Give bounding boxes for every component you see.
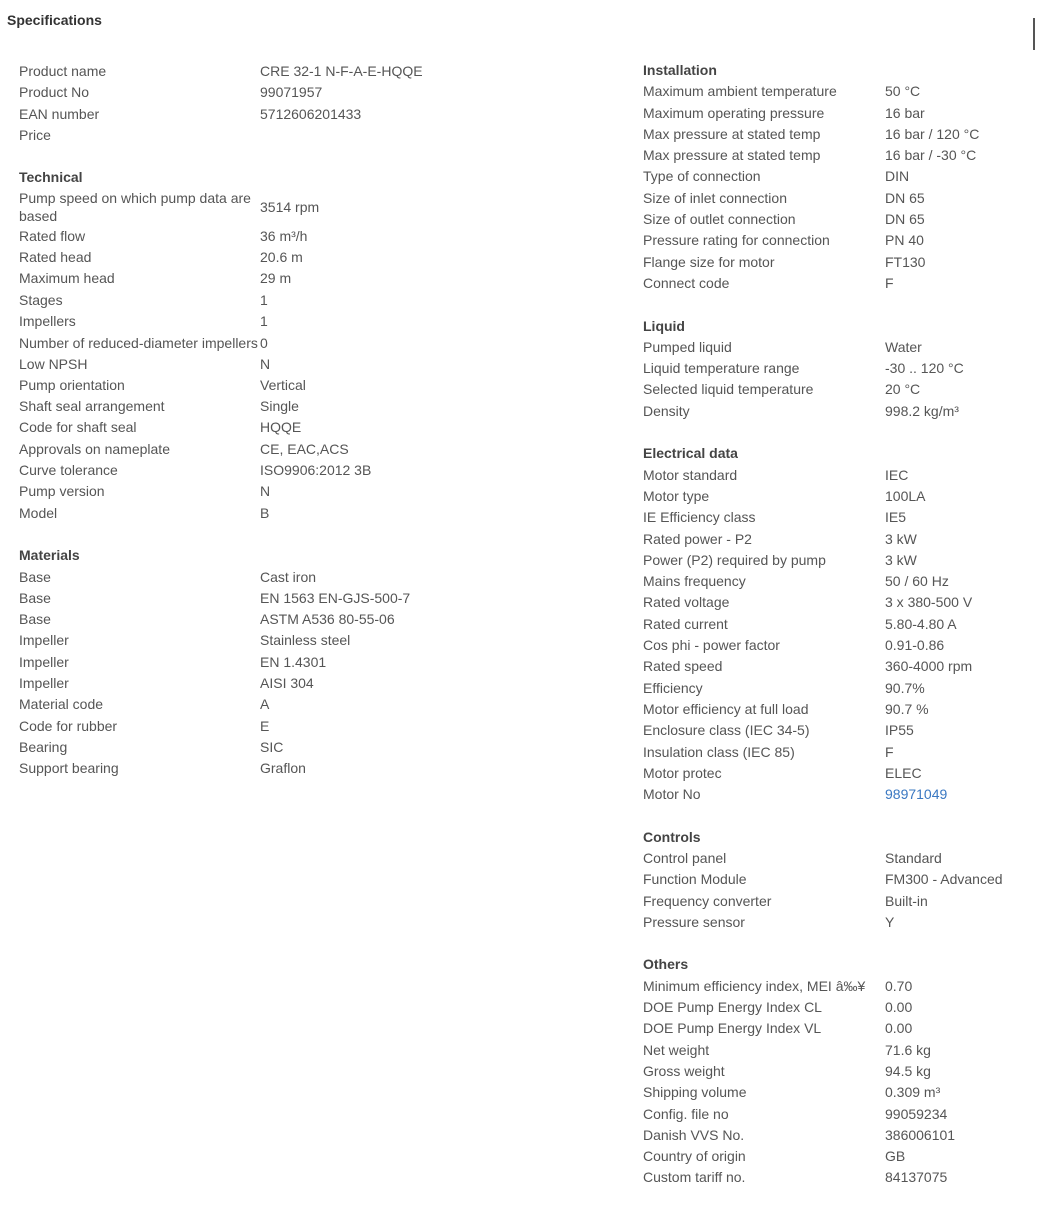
spec-value: 16 bar / -30 °C — [885, 147, 977, 164]
spec-label: Max pressure at stated temp — [643, 125, 821, 142]
spec-label: Rated current — [643, 615, 728, 632]
spec-value: 20.6 m — [260, 249, 303, 266]
spec-label: Insulation class (IEC 85) — [643, 743, 795, 760]
liquid-section — [643, 316, 1033, 422]
spec-label: Motor protec — [643, 764, 722, 781]
section-title: Controls — [643, 828, 701, 845]
spec-value: Built-in — [885, 892, 928, 909]
spec-row — [19, 61, 449, 82]
spec-label: Price — [19, 126, 51, 143]
spec-value: -30 .. 120 °C — [885, 360, 964, 377]
spec-row — [643, 230, 1033, 251]
spec-label: Country of origin — [643, 1148, 746, 1165]
spec-row — [19, 481, 449, 502]
spec-value: 90.7 % — [885, 700, 929, 717]
spec-label: Code for rubber — [19, 717, 118, 734]
spec-label: Gross weight — [643, 1062, 725, 1079]
spec-row — [643, 1040, 1033, 1061]
spec-row — [19, 758, 449, 779]
spec-label: Enclosure class (IEC 34-5) — [643, 722, 810, 739]
spec-value: 16 bar / 120 °C — [885, 125, 980, 142]
spec-row — [19, 460, 449, 481]
spec-value: Graflon — [260, 760, 306, 777]
spec-label: Rated flow — [19, 227, 86, 244]
spec-label: Pressure rating for connection — [643, 232, 830, 249]
spec-value: 360-4000 rpm — [885, 658, 973, 675]
spec-label: Custom tariff no. — [643, 1169, 746, 1186]
spec-label: Curve tolerance — [19, 462, 118, 479]
spec-label: Control panel — [643, 849, 727, 866]
electrical-section — [643, 443, 1033, 805]
spec-row — [19, 737, 449, 758]
spec-value: HQQE — [260, 419, 302, 436]
spec-row — [19, 290, 449, 311]
spec-label: Mains frequency — [643, 573, 746, 590]
spec-label: Rated head — [19, 249, 92, 266]
spec-label: Impellers — [19, 312, 76, 329]
spec-row — [643, 592, 1033, 613]
spec-label: Selected liquid temperature — [643, 381, 814, 398]
spec-row — [643, 742, 1033, 763]
spec-row — [643, 1167, 1033, 1188]
scrollbar-thumb[interactable] — [1033, 18, 1035, 50]
spec-label: Model — [19, 504, 58, 521]
spec-label: Rated speed — [643, 658, 723, 675]
spec-row — [643, 358, 1033, 379]
spec-value: 386006101 — [885, 1126, 956, 1143]
spec-row — [643, 678, 1033, 699]
spec-value: Cast iron — [260, 568, 317, 585]
spec-value: 100LA — [885, 487, 926, 504]
spec-label: DOE Pump Energy Index CL — [643, 999, 822, 1016]
spec-value: 3 x 380-500 V — [885, 594, 973, 611]
spec-value: 84137075 — [885, 1169, 948, 1186]
general-section — [19, 61, 449, 146]
spec-value: AISI 304 — [260, 675, 314, 692]
spec-row — [643, 1082, 1033, 1103]
spec-value: DN 65 — [885, 189, 925, 206]
spec-value: 50 / 60 Hz — [885, 573, 949, 590]
spec-value: 3514 rpm — [260, 199, 320, 216]
spec-value: 1 — [260, 291, 268, 308]
spec-row — [643, 784, 1033, 805]
spec-row — [643, 507, 1033, 528]
spec-label: Rated power - P2 — [643, 530, 752, 547]
spec-row — [643, 401, 1033, 422]
spec-row — [19, 375, 449, 396]
spec-label: Danish VVS No. — [643, 1126, 745, 1143]
spec-value: A — [260, 696, 270, 713]
spec-row — [643, 614, 1033, 635]
spec-label: Bearing — [19, 738, 68, 755]
spec-label: Function Module — [643, 871, 747, 888]
spec-label: Pressure sensor — [643, 913, 745, 930]
spec-label: Base — [19, 611, 51, 628]
spec-row — [643, 550, 1033, 571]
spec-value: 0.70 — [885, 977, 913, 994]
spec-value: DN 65 — [885, 211, 925, 228]
spec-label: Product name — [19, 63, 107, 79]
spec-row — [19, 439, 449, 460]
spec-value: 0.91-0.86 — [885, 637, 945, 654]
spec-label: Power (P2) required by pump — [643, 551, 826, 568]
spec-label: Motor standard — [643, 466, 738, 483]
spec-row — [19, 716, 449, 737]
spec-value: SIC — [260, 738, 284, 755]
spec-label: Product No — [19, 84, 90, 101]
spec-label: Rated voltage — [643, 594, 730, 611]
spec-label: Approvals on nameplate — [19, 440, 170, 457]
spec-label: Density — [643, 402, 690, 419]
spec-label: Motor efficiency at full load — [643, 700, 809, 717]
spec-value: Stainless steel — [260, 632, 351, 649]
spec-value: 90.7% — [885, 679, 925, 696]
spec-value: PN 40 — [885, 232, 924, 249]
spec-row — [19, 503, 449, 524]
spec-row — [643, 465, 1033, 486]
spec-value: CRE 32-1 N-F-A-E-HQQE — [260, 63, 423, 79]
spec-value: 0.00 — [885, 999, 913, 1016]
spec-value: 1 — [260, 312, 268, 329]
others-section — [643, 954, 1033, 1188]
spec-row — [19, 673, 449, 694]
spec-label: Flange size for motor — [643, 253, 775, 270]
spec-row — [643, 188, 1033, 209]
installation-section — [643, 60, 1033, 294]
spec-row — [643, 273, 1033, 294]
spec-label: Number of reduced-diameter impellers — [19, 334, 258, 351]
spec-row — [19, 354, 449, 375]
spec-label: EAN number — [19, 105, 100, 122]
spec-label: Pump orientation — [19, 376, 125, 393]
spec-value: Vertical — [260, 376, 306, 393]
spec-row — [19, 652, 449, 673]
spec-row — [19, 332, 449, 353]
spec-label: Size of outlet connection — [643, 211, 796, 228]
spec-label: Impeller — [19, 632, 69, 649]
spec-value: Y — [885, 913, 895, 930]
spec-value: GB — [885, 1148, 906, 1165]
spec-value: DIN — [885, 168, 910, 185]
spec-label: Maximum ambient temperature — [643, 83, 837, 100]
spec-label: Base — [19, 568, 51, 585]
spec-label: Shaft seal arrangement — [19, 398, 165, 415]
spec-value: 3 kW — [885, 551, 917, 568]
spec-row — [19, 268, 449, 289]
spec-row — [643, 912, 1033, 933]
spec-row — [643, 166, 1033, 187]
spec-row — [643, 976, 1033, 997]
spec-row — [643, 209, 1033, 230]
spec-label: Net weight — [643, 1041, 710, 1058]
spec-value: F — [885, 274, 894, 291]
spec-value: F — [885, 743, 894, 760]
technical-section — [19, 167, 449, 523]
spec-value: 99059234 — [885, 1105, 948, 1122]
spec-label: Connect code — [643, 274, 730, 291]
spec-row — [643, 81, 1033, 102]
spec-value: E — [260, 717, 270, 734]
spec-row — [19, 609, 449, 630]
spec-row — [19, 82, 449, 103]
spec-row — [643, 656, 1033, 677]
spec-label: Config. file no — [643, 1105, 729, 1122]
spec-label: Type of connection — [643, 168, 761, 185]
spec-row — [643, 997, 1033, 1018]
section-title: Installation — [643, 62, 717, 78]
spec-row — [19, 247, 449, 268]
spec-value: 5712606201433 — [260, 105, 362, 122]
spec-label: Motor No — [643, 786, 701, 803]
spec-value: 5.80-4.80 A — [885, 615, 957, 632]
spec-row — [643, 763, 1033, 784]
spec-row — [643, 1061, 1033, 1082]
spec-label: Impeller — [19, 653, 69, 670]
spec-label: Stages — [19, 291, 63, 308]
spec-label: Pumped liquid — [643, 338, 732, 355]
spec-row — [643, 571, 1033, 592]
spec-label: Maximum operating pressure — [643, 104, 825, 121]
spec-value: FM300 - Advanced — [885, 871, 1003, 888]
spec-row — [19, 588, 449, 609]
spec-label: Motor type — [643, 487, 710, 504]
spec-value: Standard — [885, 849, 942, 866]
section-title: Liquid — [643, 317, 685, 334]
left-column — [19, 61, 449, 801]
motor-number-link[interactable]: 98971049 — [885, 786, 948, 803]
spec-row — [19, 125, 449, 146]
spec-value: 36 m³/h — [260, 227, 308, 244]
spec-row — [643, 848, 1033, 869]
spec-row — [643, 145, 1033, 166]
spec-label: Maximum head — [19, 270, 115, 287]
spec-row — [19, 694, 449, 715]
spec-label: Minimum efficiency index, MEI â‰¥ — [643, 977, 866, 994]
spec-row — [19, 189, 449, 226]
spec-row — [643, 699, 1033, 720]
spec-label: Code for shaft seal — [19, 419, 137, 436]
spec-row — [643, 379, 1033, 400]
spec-value: N — [260, 355, 271, 372]
spec-value: EN 1.4301 — [260, 653, 327, 670]
spec-value: 50 °C — [885, 83, 921, 100]
spec-row — [643, 1104, 1033, 1125]
spec-value: IE5 — [885, 509, 907, 526]
spec-value: Water — [885, 338, 922, 355]
spec-value: 29 m — [260, 270, 292, 287]
materials-section — [19, 545, 449, 779]
section-title: Others — [643, 956, 689, 973]
spec-row — [643, 529, 1033, 550]
spec-value: 3 kW — [885, 530, 917, 547]
spec-row — [643, 1125, 1033, 1146]
spec-label: Liquid temperature range — [643, 360, 800, 377]
spec-value: FT130 — [885, 253, 926, 270]
spec-value: 998.2 kg/m³ — [885, 402, 959, 419]
spec-label: Pump speed on which pump data are based — [19, 189, 251, 225]
spec-row — [643, 103, 1033, 124]
page-title: Specifications — [7, 12, 102, 28]
section-title: Materials — [19, 547, 80, 564]
spec-value: 0.309 m³ — [885, 1084, 941, 1101]
spec-label: Max pressure at stated temp — [643, 147, 821, 164]
spec-row — [643, 1146, 1033, 1167]
spec-label: Size of inlet connection — [643, 189, 787, 206]
spec-value: 0.00 — [885, 1020, 913, 1037]
spec-value: IEC — [885, 466, 909, 483]
spec-row — [19, 567, 449, 588]
spec-value: Single — [260, 398, 299, 415]
spec-row — [19, 104, 449, 125]
controls-section — [643, 827, 1033, 933]
spec-value: EN 1563 EN-GJS-500-7 — [260, 589, 411, 606]
spec-row — [643, 635, 1033, 656]
spec-value: 0 — [260, 334, 268, 351]
spec-value: IP55 — [885, 722, 914, 739]
spec-row — [19, 630, 449, 651]
spec-row — [643, 124, 1033, 145]
spec-row — [643, 337, 1033, 358]
spec-value: 20 °C — [885, 381, 921, 398]
spec-row — [19, 417, 449, 438]
spec-label: Base — [19, 589, 51, 606]
spec-row — [19, 311, 449, 332]
spec-value: CE, EAC,ACS — [260, 440, 349, 457]
spec-label: Shipping volume — [643, 1084, 747, 1101]
spec-label: Frequency converter — [643, 892, 772, 909]
spec-label: Pump version — [19, 483, 105, 500]
spec-value: 71.6 kg — [885, 1041, 931, 1058]
spec-label: IE Efficiency class — [643, 509, 756, 526]
spec-value: N — [260, 483, 271, 500]
spec-row — [643, 252, 1033, 273]
spec-row — [643, 1018, 1033, 1039]
spec-value: 94.5 kg — [885, 1062, 931, 1079]
spec-row — [19, 396, 449, 417]
section-title: Electrical data — [643, 445, 738, 462]
spec-row — [19, 226, 449, 247]
spec-row — [643, 720, 1033, 741]
spec-label: Cos phi - power factor — [643, 637, 780, 654]
spec-row — [643, 891, 1033, 912]
spec-value: 99071957 — [260, 84, 323, 101]
spec-label: Impeller — [19, 675, 69, 692]
spec-label: Efficiency — [643, 679, 703, 696]
right-column — [643, 60, 1033, 1210]
spec-label: Support bearing — [19, 760, 119, 777]
spec-row — [643, 486, 1033, 507]
spec-label: Low NPSH — [19, 355, 88, 372]
spec-row — [643, 869, 1033, 890]
spec-label: Material code — [19, 696, 104, 713]
spec-value: 16 bar — [885, 104, 925, 121]
spec-value: ISO9906:2012 3B — [260, 462, 372, 479]
spec-value: B — [260, 504, 270, 521]
spec-label: DOE Pump Energy Index VL — [643, 1020, 822, 1037]
spec-value: ASTM A536 80-55-06 — [260, 611, 395, 628]
section-title: Technical — [19, 169, 83, 186]
spec-value: ELEC — [885, 764, 922, 781]
